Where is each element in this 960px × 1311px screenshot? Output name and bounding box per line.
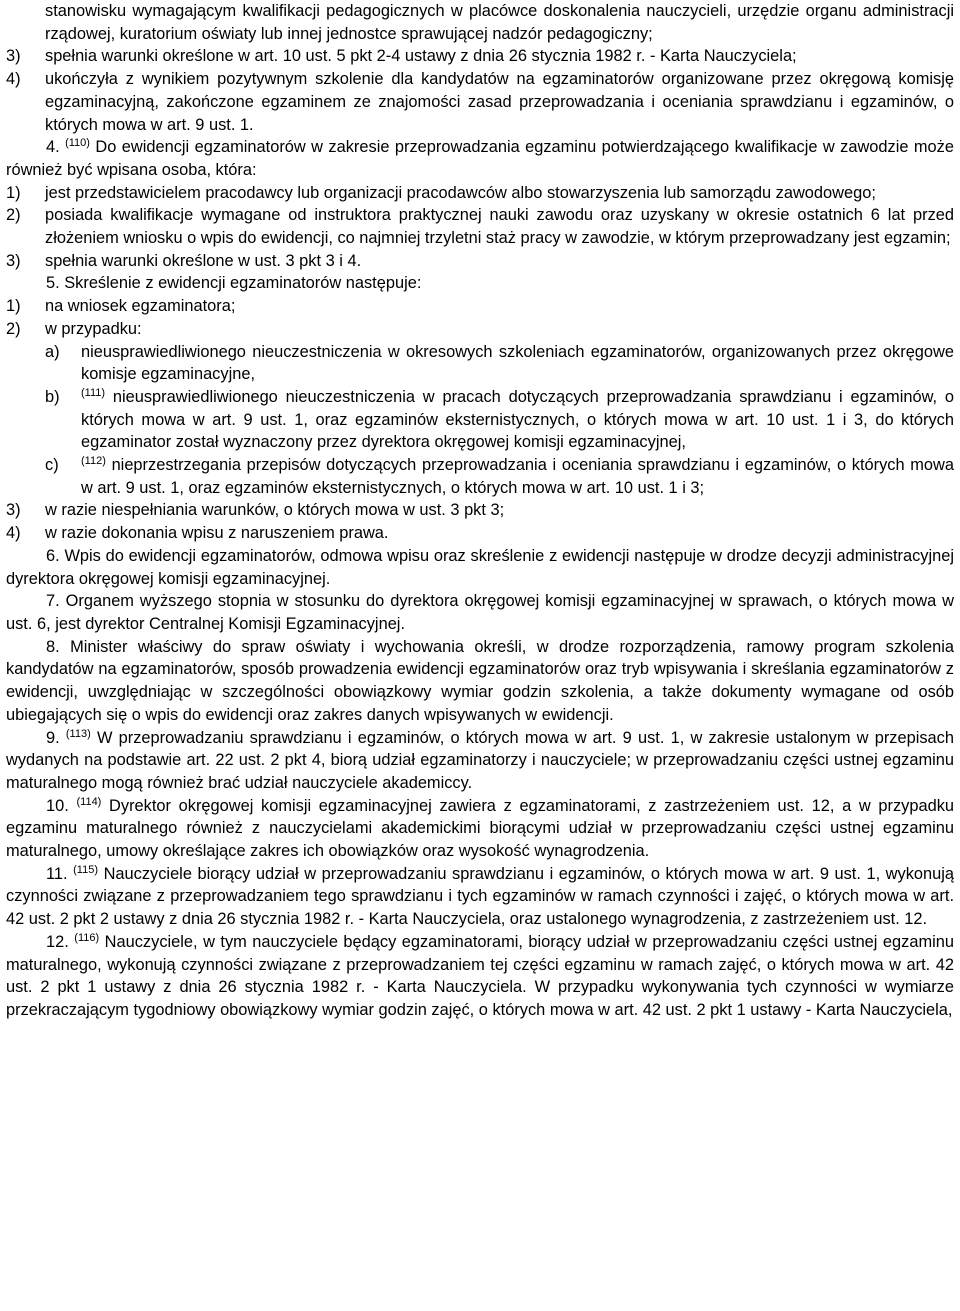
item-number: 2) (6, 319, 21, 338)
list-item (6, 295, 954, 318)
list-item (6, 522, 954, 545)
item-text: ukończyła z wynikiem pozytywnym szkolenie dla kandydatów na egzaminatorów organizowane przez okręgową komisję egzaminacyjną, zakończone egzaminem ze znajomości zasad przeprowadzania i oceniania sprawdzianu i egzaminów, o których mowa w art. 9 ust. 1. (45, 70, 954, 134)
section-text: Dyrektor okręgowej komisji egzaminacyjnej zawiera z egzaminatorami, z zastrzeżeniem ust. 12, a w przypadku egzaminu maturalnego również z nauczycielami akademickimi biorącymi udział w przeprowadzaniu części ustnej egzaminu maturalnego, umowy określające zakres ich obowiązków oraz wysokość wynagrodzenia. (6, 796, 955, 861)
list-item (6, 250, 954, 273)
section-5 (6, 272, 954, 295)
footnote-ref: (111) (81, 386, 106, 399)
section-number: 4. (46, 138, 60, 157)
section-12 (6, 931, 954, 1022)
section-7 (6, 590, 954, 635)
section-4 (6, 136, 954, 181)
sub-item-text: nieprzestrzegania przepisów dotyczących przeprowadzania i oceniania sprawdzianu i egzaminów, o których mowa w art. 9 ust. 1, oraz egzaminów eksternistycznych, o których mowa w art. 10 ust. 1 i 3; (81, 456, 954, 497)
section-number: 12. (46, 932, 69, 951)
list-item (6, 499, 954, 522)
list-item (6, 318, 954, 341)
list-item (6, 45, 954, 68)
section-number: 6. (46, 546, 60, 565)
section-6 (6, 545, 954, 590)
paragraph-continuation: stanowisku wymagającym kwalifikacji pedagogicznych w placówce doskonalenia nauczycieli, urzędzie organu administracji rządowej, kuratorium oświaty lub innej jednostce sprawującej nadzór pedagogiczny; (45, 2, 954, 43)
section-8 (6, 636, 954, 727)
list-item (6, 68, 954, 136)
list-item (6, 204, 954, 249)
section-number: 9. (46, 728, 60, 747)
section-text: Minister właściwy do spraw oświaty i wychowania określi, w drodze rozporządzenia, ramowy program szkolenia kandydatów na egzaminatorów, sposób prowadzenia ewidencji egzaminatorów oraz tryb wpisywania i skreślania egzaminatorów z ewidencji, uwzględniając w szczególności obowiązkowy wymiar godzin szkolenia, a także dokumenty wymagane od osób ubiegających się o wpis do ewidencji oraz zakres danych wpisywanych w ewidencji. (6, 637, 955, 724)
item-number: 1) (6, 297, 21, 316)
sub-item-text: nieusprawiedliwionego nieuczestniczenia w pracach dotyczących przeprowadzania sprawdzianu i egzaminów, o których mowa w art. 9 ust. 1, oraz egzaminów eksternistycznych, o których mowa w art. 10 ust. 1 i 3, do których egzaminator został wyznaczony przez dyrektora okręgowej komisji egzaminacyjnej, (81, 387, 954, 452)
item-text: spełnia warunki określone w ust. 3 pkt 3 i 4. (45, 251, 362, 270)
sub-item-text: nieusprawiedliwionego nieuczestniczenia w okresowych szkoleniach egzaminatorów, organizowanych przez okręgowe komisje egzaminacyjne, (81, 342, 954, 384)
item-number: 1) (6, 183, 21, 202)
sub-item (45, 454, 954, 499)
item-text: posiada kwalifikacje wymagane od instruktora praktycznej nauki zawodu oraz uzyskany w okresie ostatnich 6 lat przed złożeniem wniosku o wpis do ewidencji, co najmniej trzyletni staż pracy w zawodzie, w którym przeprowadzany jest egzamin; (45, 206, 954, 248)
section-11 (6, 863, 954, 931)
section-number: 5. (46, 274, 60, 293)
footnote-ref: (115) (73, 863, 99, 876)
sub-item (45, 341, 954, 386)
section-number: 8. (46, 637, 60, 656)
section-number: 10. (46, 796, 69, 815)
list-item (6, 182, 954, 205)
item-text: w razie niespełniania warunków, o których mowa w ust. 3 pkt 3; (45, 501, 505, 520)
section-text: W przeprowadzaniu sprawdzianu i egzaminów, o których mowa w art. 9 ust. 1, w zakresie ustalonym w przepisach wydanych na podstawie art. 22 ust. 2 pkt 4, biorą udział egzaminatorzy i nauczyciele; w przeprowadzaniu części ustnej egzaminu maturalnego mogą również brać udział nauczyciele akademiccy. (6, 728, 954, 792)
footnote-ref: (114) (76, 795, 102, 808)
sub-item (45, 386, 954, 454)
section-text: Do ewidencji egzaminatorów w zakresie przeprowadzania egzaminu potwierdzającego kwalifikacje w zawodzie może również być wpisana osoba, która: (6, 138, 954, 179)
item-text: w razie dokonania wpisu z naruszeniem prawa. (45, 524, 389, 543)
section-text: Nauczyciele, w tym nauczyciele będący egzaminatorami, biorący udział w przeprowadzaniu części ustnej egzaminu maturalnego, wykonują czynności związane z przeprowadzaniem tej części egzaminu w ramach zajęć, o których mowa w art. 42 ust. 2 pkt 1 ustawy z dnia 26 stycznia 1982 r. - Karta Nauczyciela. W przypadku wykonywania tych czynności w wymiarze przekraczającym tygodniowy obowiązkowy wymiar godzin zajęć, o których mowa w art. 42 ust. 2 pkt 1 ustawy - Karta Nauczyciela, (6, 932, 954, 1019)
item-number: 4) (6, 70, 21, 89)
item-text: na wniosek egzaminatora; (45, 297, 236, 316)
section-number: 7. (46, 592, 60, 611)
section-number: 11. (46, 864, 68, 883)
item-text: w przypadku: (45, 319, 142, 338)
section-text: Skreślenie z ewidencji egzaminatorów następuje: (64, 274, 422, 293)
item-number: 3) (6, 47, 21, 66)
section-text: Wpis do ewidencji egzaminatorów, odmowa wpisu oraz skreślenie z ewidencji następuje w drodze decyzji administracyjnej dyrektora okręgowej komisji egzaminacyjnej. (6, 546, 954, 588)
item-number: 4) (6, 524, 21, 543)
footnote-ref: (116) (74, 931, 100, 944)
item-number: 2) (6, 206, 21, 225)
footnote-ref: (113) (65, 727, 91, 740)
item-text: jest przedstawicielem pracodawcy lub organizacji pracodawców albo stowarzyszenia lub samorządu zawodowego; (45, 183, 876, 202)
section-10 (6, 795, 954, 863)
sub-item-letter: b) (45, 387, 60, 406)
footnote-ref: (112) (81, 455, 106, 468)
sub-item-letter: c) (45, 456, 59, 475)
section-text: Organem wyższego stopnia w stosunku do dyrektora okręgowej komisji egzaminacyjnej w sprawach, o których mowa w ust. 6, jest dyrektor Centralnej Komisji Egzaminacyjnej. (6, 592, 954, 633)
item-text: spełnia warunki określone w art. 10 ust. 5 pkt 2-4 ustawy z dnia 26 stycznia 1982 r. - Karta Nauczyciela; (45, 47, 797, 66)
section-9 (6, 727, 954, 795)
sub-item-letter: a) (45, 342, 60, 361)
item-number: 3) (6, 501, 21, 520)
section-text: Nauczyciele biorący udział w przeprowadzaniu sprawdzianu i egzaminów, o których mowa w art. 9 ust. 1, wykonują czynności związane z przeprowadzaniem tego sprawdzianu i tych egzaminów w ramach czynności i zajęć, o których mowa w art. 42 ust. 2 pkt 2 ustawy z dnia 26 stycznia 1982 r. - Karta Nauczyciela, oraz ustalonego wynagrodzenia, z zastrzeżeniem ust. 12. (6, 864, 954, 929)
item-number: 3) (6, 251, 21, 270)
footnote-ref: (110) (65, 137, 90, 150)
